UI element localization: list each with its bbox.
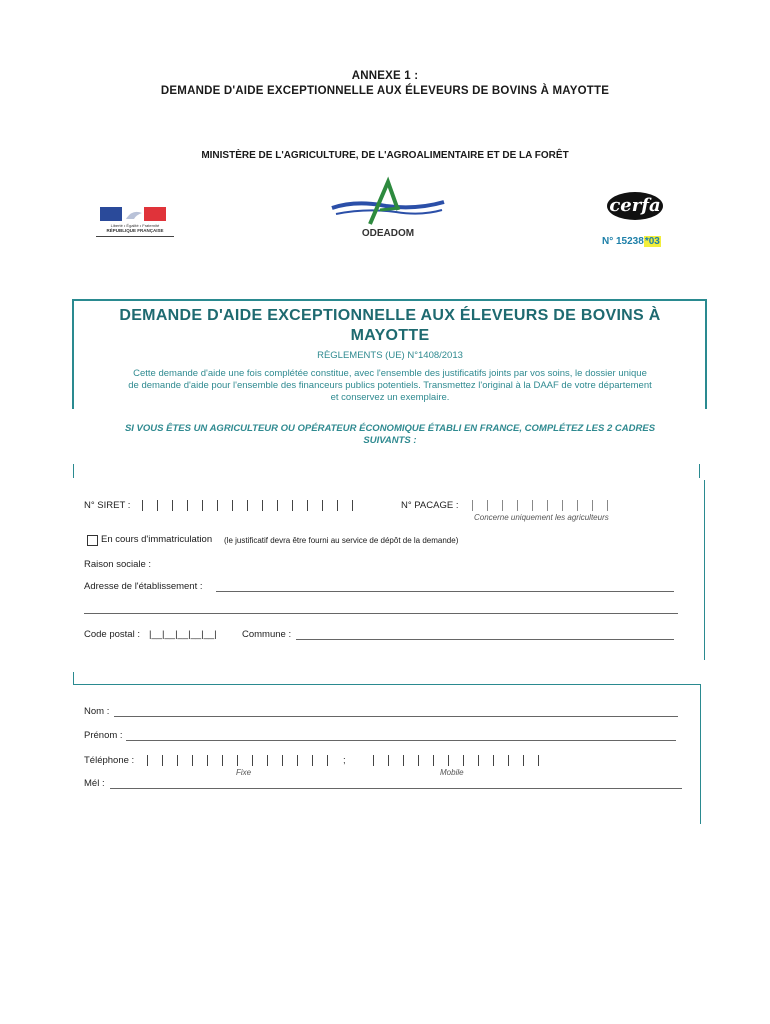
box-title-mayotte: MAYOTTE: [350, 327, 430, 344]
code-postal-input[interactable]: |__|__|__|__|__|: [149, 629, 217, 640]
box-top-border: [72, 299, 707, 301]
prenom-label: Prénom :: [84, 730, 123, 741]
prenom-input[interactable]: [126, 740, 676, 741]
pacage-note: Concerne uniquement les agriculteurs: [474, 513, 609, 522]
box-title: DEMANDE D'AIDE EXCEPTIONNELLE AUX ÉLEVEURS DE BOVINS À: [119, 307, 661, 324]
raison-sociale-label: Raison sociale :: [84, 559, 152, 570]
frame1-left-tick: [73, 464, 74, 478]
rf-underline: [96, 236, 174, 237]
immatriculation-label: En cours d'immatriculation: [101, 534, 213, 545]
rf-motto: Liberté • Égalité • Fraternité: [110, 223, 160, 228]
republique-francaise-logo: [96, 205, 174, 239]
telephone-label: Téléphone :: [84, 755, 135, 766]
ministry-title: MINISTÈRE DE L'AGRICULTURE, DE L'AGROALIMENTAIRE ET DE LA FORÊT: [201, 150, 569, 161]
siret-input[interactable]: [142, 500, 367, 511]
cerfa-number-prefix: N° 15238: [602, 236, 644, 247]
instruction-line2: SUIVANTS :: [363, 435, 417, 446]
commune-label: Commune :: [242, 629, 292, 640]
code-postal-label: Code postal :: [84, 629, 140, 640]
frame2-top-border: [73, 684, 701, 685]
mel-label: Mél :: [84, 778, 105, 789]
annexe-label: ANNEXE 1 :: [351, 70, 419, 82]
document-title: DEMANDE D'AIDE EXCEPTIONNELLE AUX ÉLEVEURS DE BOVINS À MAYOTTE: [160, 85, 610, 97]
frame2-left-tick: [73, 672, 74, 684]
odeadom-wordmark: ODEADOM: [361, 228, 415, 239]
adresse-input-line2[interactable]: [84, 613, 678, 614]
mel-input[interactable]: [110, 788, 682, 789]
nom-label: Nom :: [84, 706, 110, 717]
cerfa-number: [602, 236, 661, 247]
adresse-input[interactable]: [216, 591, 674, 592]
intro-paragraph-line2: de demande d'aide pour l'ensemble des financeurs publics potentiels. Transmettez l'original à la DAAF de votre département: [128, 380, 652, 391]
odeadom-logo: [326, 170, 450, 248]
nom-input[interactable]: [114, 716, 678, 717]
frame2-right-border: [700, 684, 701, 824]
telephone-separator: ;: [343, 755, 346, 766]
frame1-right-border: [704, 480, 705, 660]
pacage-label: N° PACAGE :: [401, 500, 459, 511]
telephone-fixe-input[interactable]: [147, 755, 342, 766]
immatriculation-note: (le justificatif devra être fourni au service de dépôt de la demande): [224, 536, 459, 545]
immatriculation-checkbox[interactable]: [87, 535, 98, 546]
intro-paragraph-line3: et conservez un exemplaire.: [330, 392, 450, 403]
instruction-line1: SI VOUS ÊTES UN AGRICULTEUR OU OPÉRATEUR ÉCONOMIQUE ÉTABLI EN FRANCE, COMPLÉTEZ LES 2 CADRES: [124, 423, 656, 434]
siret-label: N° SIRET :: [84, 500, 131, 511]
adresse-label: Adresse de l'établissement :: [84, 581, 203, 592]
regulation-reference: RÈGLEMENTS (UE) N°1408/2013: [317, 350, 463, 361]
mobile-label: Mobile: [440, 768, 464, 777]
pacage-input[interactable]: [472, 500, 622, 511]
rf-name: RÉPUBLIQUE FRANÇAISE: [106, 228, 164, 233]
box-right-border: [705, 299, 707, 409]
frame1-right-tick: [699, 464, 700, 478]
cerfa-logo: cerfa: [607, 192, 663, 220]
cerfa-number-suffix: *03: [644, 236, 660, 247]
telephone-mobile-input[interactable]: [373, 755, 553, 766]
intro-paragraph-line1: Cette demande d'aide une fois complétée constitue, avec l'ensemble des justificatifs joints par vos soins, le dossier unique: [133, 368, 647, 379]
commune-input[interactable]: [296, 639, 674, 640]
box-left-border: [72, 299, 74, 409]
fixe-label: Fixe: [236, 768, 252, 777]
